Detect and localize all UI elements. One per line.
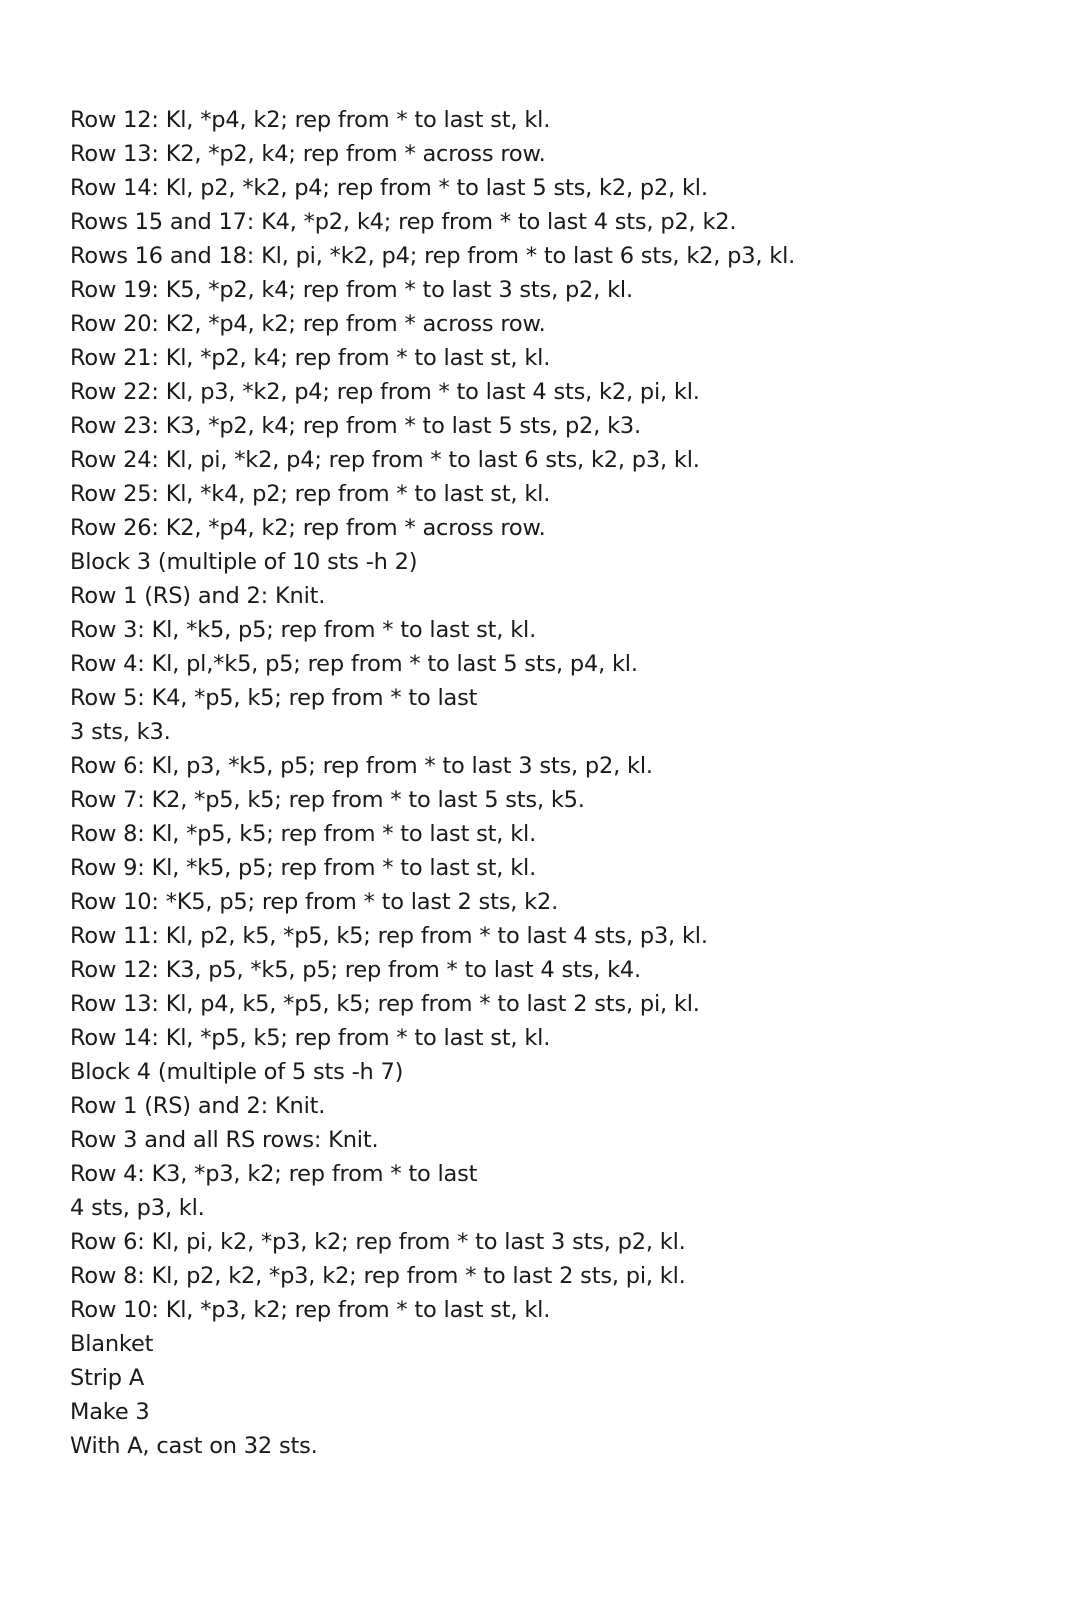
pattern-line: Row 1 (RS) and 2: Knit. xyxy=(70,583,326,609)
pattern-line: 3 sts, k3. xyxy=(70,719,171,745)
pattern-line: Row 23: K3, *p2, k4; rep from * to last 5 sts, p2, k3. xyxy=(70,413,641,439)
section-heading: Block 4 (multiple of 5 sts -h 7) xyxy=(70,1059,404,1085)
pattern-line: Row 19: K5, *p2, k4; rep from * to last 3 sts, p2, kl. xyxy=(70,277,633,303)
pattern-line: Row 4: K3, *p3, k2; rep from * to last xyxy=(70,1161,478,1187)
pattern-line: Make 3 xyxy=(70,1399,150,1425)
pattern-line: Row 1 (RS) and 2: Knit. xyxy=(70,1093,326,1119)
pattern-line: Row 11: Kl, p2, k5, *p5, k5; rep from * to last 4 sts, p3, kl. xyxy=(70,923,708,949)
pattern-line: With A, cast on 32 sts. xyxy=(70,1433,318,1459)
pattern-line: Row 9: Kl, *k5, p5; rep from * to last st, kl. xyxy=(70,855,537,881)
pattern-line: Row 14: Kl, p2, *k2, p4; rep from * to last 5 sts, k2, p2, kl. xyxy=(70,175,708,201)
pattern-line: Row 8: Kl, *p5, k5; rep from * to last st, kl. xyxy=(70,821,537,847)
pattern-line: Row 14: Kl, *p5, k5; rep from * to last st, kl. xyxy=(70,1025,551,1051)
pattern-line: Row 7: K2, *p5, k5; rep from * to last 5 sts, k5. xyxy=(70,787,585,813)
pattern-line: Row 22: Kl, p3, *k2, p4; rep from * to last 4 sts, k2, pi, kl. xyxy=(70,379,700,405)
section-heading: Blanket xyxy=(70,1331,154,1357)
pattern-line: Row 10: Kl, *p3, k2; rep from * to last st, kl. xyxy=(70,1297,551,1323)
pattern-line: Row 20: K2, *p4, k2; rep from * across row. xyxy=(70,311,546,337)
pattern-line: Row 13: K2, *p2, k4; rep from * across row. xyxy=(70,141,546,167)
pattern-line: Row 25: Kl, *k4, p2; rep from * to last st, kl. xyxy=(70,481,551,507)
pattern-line: Rows 16 and 18: Kl, pi, *k2, p4; rep from * to last 6 sts, k2, p3, kl. xyxy=(70,243,796,269)
pattern-line: Row 13: Kl, p4, k5, *p5, k5; rep from * to last 2 sts, pi, kl. xyxy=(70,991,700,1017)
pattern-line: Rows 15 and 17: K4, *p2, k4; rep from * to last 4 sts, p2, k2. xyxy=(70,209,737,235)
pattern-line: Row 8: Kl, p2, k2, *p3, k2; rep from * to last 2 sts, pi, kl. xyxy=(70,1263,686,1289)
pattern-line: Row 21: Kl, *p2, k4; rep from * to last st, kl. xyxy=(70,345,551,371)
pattern-line: Row 12: K3, p5, *k5, p5; rep from * to last 4 sts, k4. xyxy=(70,957,641,983)
pattern-line: Row 12: Kl, *p4, k2; rep from * to last st, kl. xyxy=(70,107,551,133)
pattern-line: Row 3 and all RS rows: Knit. xyxy=(70,1127,379,1153)
section-heading: Block 3 (multiple of 10 sts -h 2) xyxy=(70,549,418,575)
section-heading: Strip A xyxy=(70,1365,145,1391)
pattern-line: Row 6: Kl, pi, k2, *p3, k2; rep from * to last 3 sts, p2, kl. xyxy=(70,1229,686,1255)
pattern-text xyxy=(70,103,1030,1463)
pattern-line: Row 4: Kl, pl,*k5, p5; rep from * to last 5 sts, p4, kl. xyxy=(70,651,638,677)
pattern-line: Row 26: K2, *p4, k2; rep from * across row. xyxy=(70,515,546,541)
pattern-line: Row 6: Kl, p3, *k5, p5; rep from * to last 3 sts, p2, kl. xyxy=(70,753,653,779)
pattern-line: Row 24: Kl, pi, *k2, p4; rep from * to last 6 sts, k2, p3, kl. xyxy=(70,447,700,473)
pattern-line: Row 5: K4, *p5, k5; rep from * to last xyxy=(70,685,478,711)
pattern-line: Row 10: *K5, p5; rep from * to last 2 sts, k2. xyxy=(70,889,559,915)
pattern-line: 4 sts, p3, kl. xyxy=(70,1195,205,1221)
pattern-line: Row 3: Kl, *k5, p5; rep from * to last st, kl. xyxy=(70,617,537,643)
